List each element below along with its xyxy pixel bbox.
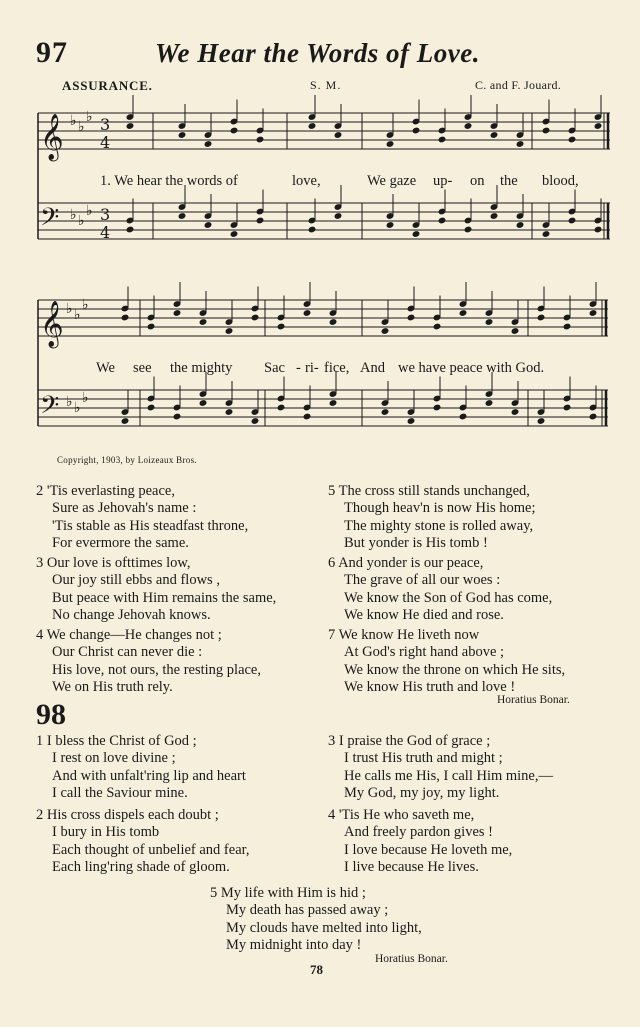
copyright-notice: Copyright, 1903, by Loizeaux Bros. xyxy=(57,455,197,465)
lyric-line-1-e: on xyxy=(470,173,485,189)
hymn-number-98: 98 xyxy=(36,698,66,731)
lyric-line-2-c: the mighty xyxy=(170,360,233,376)
verse-97-3: 3 Our love is ofttimes low, Our joy still ebbs and flows , But peace with Him remains the same, No change Jehovah knows. xyxy=(36,555,277,623)
svg-text:3: 3 xyxy=(100,115,111,134)
lyric-line-1-f: the xyxy=(500,173,518,189)
hymn-title: We Hear the Words of Love. xyxy=(155,38,480,68)
svg-text:𝄞: 𝄞 xyxy=(40,301,64,347)
svg-text:♭: ♭ xyxy=(86,203,93,219)
lyric-line-1-c: We gaze xyxy=(367,173,417,189)
verse-97-5: 5 The cross still stands unchanged, Though heav'n is now His home; The mighty stone is rolled away, But yonder is His tomb ! xyxy=(328,483,536,551)
lyric-line-2-g: fice, xyxy=(324,360,350,376)
verse-98-3: 3 I praise the God of grace ; I trust His truth and might ; He calls me His, I call Him mine,— My God, my joy, my light. xyxy=(328,733,553,801)
svg-text:♭: ♭ xyxy=(82,297,89,313)
verse-97-6: 6 And yonder is our peace, The grave of all our woes : We know the Son of God has come, We know He died and rose. xyxy=(328,555,553,623)
verse-98-1: 1 I bless the Christ of God ; I rest on love divine ; And with unfalt'ring lip and heart I call the Saviour mine. xyxy=(36,733,246,801)
svg-text:3: 3 xyxy=(100,205,111,224)
meter: S. M. xyxy=(310,78,342,92)
verse-97-2: 2 'Tis everlasting peace, Sure as Jehovah's name : 'Tis stable as His steadfast throne, For evermore the same. xyxy=(36,483,249,551)
svg-text:♭: ♭ xyxy=(66,301,73,317)
lyric-line-2-e: - xyxy=(296,360,301,376)
svg-text:♭: ♭ xyxy=(86,109,93,125)
lyric-line-1-b: love, xyxy=(292,173,321,189)
verse-98-5: 5 My life with Him is hid ; My death has passed away ; My clouds have melted into light, My midnight into day ! xyxy=(210,885,422,953)
svg-text:𝄞: 𝄞 xyxy=(40,114,64,160)
svg-text:4: 4 xyxy=(100,223,111,242)
lyric-line-1-a: 1. We hear the words of xyxy=(100,173,238,189)
svg-text:♭: ♭ xyxy=(82,390,89,406)
svg-text:♭: ♭ xyxy=(78,119,85,135)
lyric-line-2-i: we have peace with God. xyxy=(398,360,545,376)
svg-text:♭: ♭ xyxy=(70,113,77,129)
lyric-line-1-g: blood, xyxy=(542,173,579,189)
svg-text:♭: ♭ xyxy=(66,394,73,410)
lyric-line-1-d: up- xyxy=(433,173,453,189)
author-98: Horatius Bonar. xyxy=(375,953,448,965)
svg-text:♭: ♭ xyxy=(74,307,81,323)
verse-98-2: 2 His cross dispels each doubt ; I bury in His tomb Each thought of unbelief and fear, Each ling'ring shade of gloom. xyxy=(36,807,250,875)
verse-97-7: 7 We know He liveth now At God's right hand above ; We know the throne on which He sits, We know His truth and love ! xyxy=(328,627,566,695)
verse-98-4: 4 'Tis He who saveth me, And freely pardon gives ! I love because He loveth me, I live because He lives. xyxy=(328,807,513,875)
lyric-line-2-b: see xyxy=(133,360,152,376)
hymn-number-97: 97 xyxy=(36,36,68,69)
svg-text:♭: ♭ xyxy=(70,207,77,223)
lyric-line-2-h: And xyxy=(360,360,385,376)
lyric-line-2-d: Sac xyxy=(264,360,285,376)
composer: C. and F. Jouard. xyxy=(475,78,562,92)
svg-text:♭: ♭ xyxy=(74,400,81,416)
page-number: 78 xyxy=(310,962,323,977)
author-97: Horatius Bonar. xyxy=(497,694,570,706)
svg-text:𝄢: 𝄢 xyxy=(40,203,60,238)
svg-text:4: 4 xyxy=(100,133,111,152)
music-score xyxy=(0,0,640,470)
svg-text:♭: ♭ xyxy=(78,213,85,229)
tune-name: ASSURANCE. xyxy=(62,78,153,93)
lyric-line-2-a: We xyxy=(96,360,115,376)
lyric-line-2-f: ri- xyxy=(305,360,319,376)
svg-text:𝄢: 𝄢 xyxy=(40,391,60,426)
verse-97-4: 4 We change—He changes not ; Our Christ can never die : His love, not ours, the resting place, We on His truth rely. xyxy=(36,627,261,695)
